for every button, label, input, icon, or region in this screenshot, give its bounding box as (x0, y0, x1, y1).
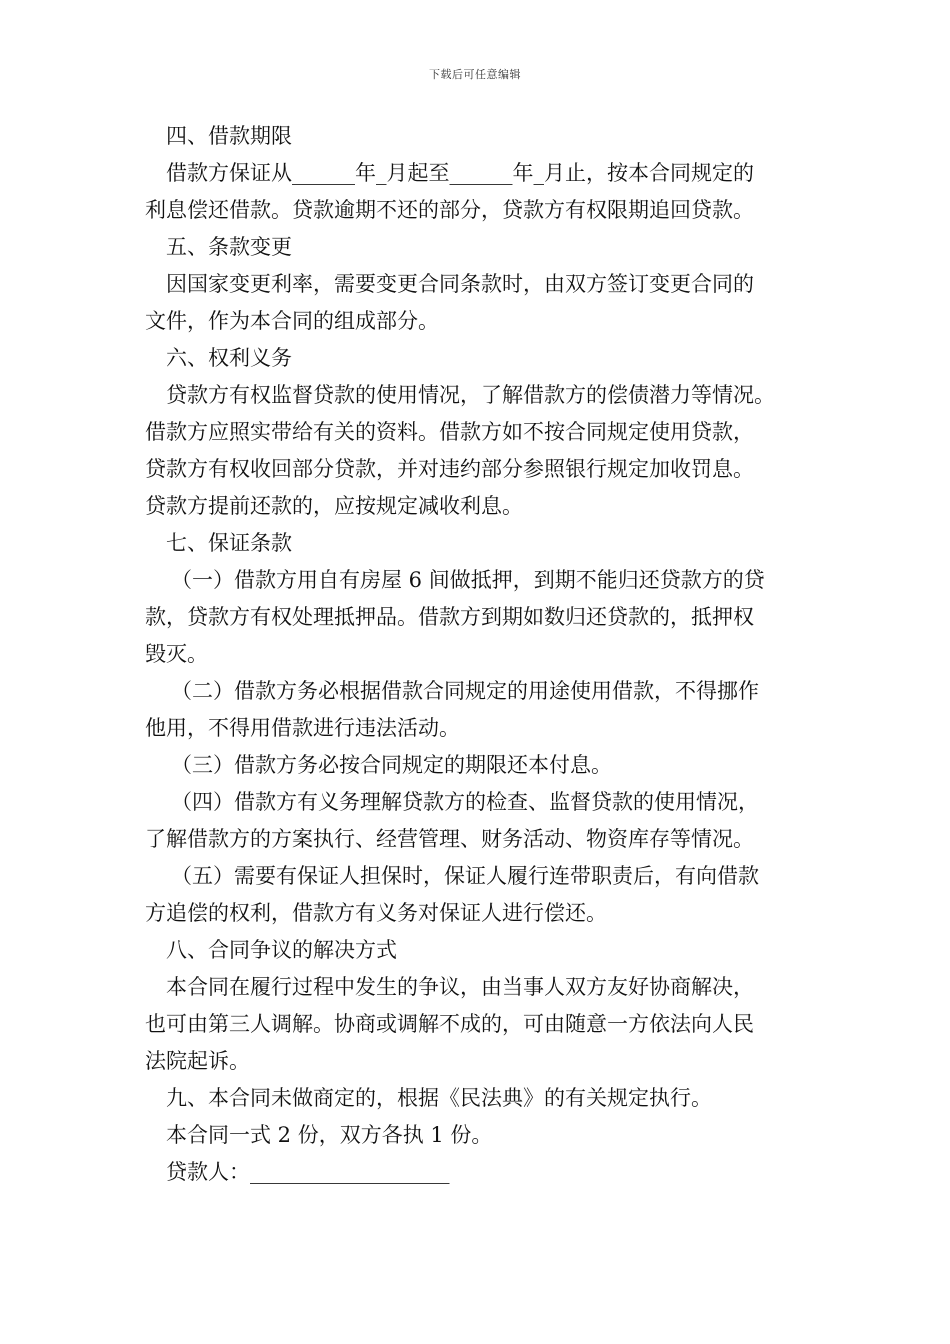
clause-line: （二）借款方务必根据借款合同规定的用途使用借款，不得挪作 (171, 679, 759, 703)
document-body (145, 118, 825, 1191)
clause-line: （四）借款方有义务理解贷款方的检查、监督贷款的使用情况， (171, 790, 759, 814)
clause-line: 方追偿的权利，借款方有义务对保证人进行偿还。 (145, 901, 607, 925)
paragraph-line: 文件，作为本合同的组成部分。 (145, 309, 439, 333)
section-heading: 八、合同争议的解决方式 (166, 938, 397, 962)
section-heading: 四、借款期限 (166, 124, 292, 148)
clause-line: 款，贷款方有权处理抵押品。借款方到期如数归还贷款的，抵押权 (145, 605, 754, 629)
paragraph-line: 因国家变更利率，需要变更合同条款时，由双方签订变更合同的 (166, 272, 754, 296)
section-heading: 五、条款变更 (166, 235, 292, 259)
paragraph-line: 借款方保证从______年_月起至______年_月止，按本合同规定的 (166, 161, 754, 185)
paragraph-line: 本合同一式 2 份，双方各执 1 份。 (166, 1123, 493, 1147)
clause-line: （一）借款方用自有房屋 6 间做抵押，到期不能归还贷款方的贷 (171, 568, 765, 592)
paragraph-line: 贷款方有权监督贷款的使用情况，了解借款方的偿债潜力等情况。 (166, 383, 775, 407)
paragraph-line: 贷款方提前还款的，应按规定减收利息。 (145, 494, 523, 518)
section-heading: 九、本合同未做商定的，根据《民法典》的有关规定执行。 (166, 1086, 712, 1110)
paragraph-line: 也可由第三人调解。协商或调解不成的，可由随意一方依法向人民 (145, 1012, 754, 1036)
paragraph-line: 法院起诉。 (145, 1049, 250, 1073)
signature-line: 贷款人：___________________ (166, 1160, 450, 1184)
clause-line: 毁灭。 (145, 642, 208, 666)
paragraph-line: 借款方应照实带给有关的资料。借款方如不按合同规定使用贷款， (145, 420, 754, 444)
paragraph-line: 贷款方有权收回部分贷款，并对违约部分参照银行规定加收罚息。 (145, 457, 754, 481)
clause-line: （五）需要有保证人担保时，保证人履行连带职责后，有向借款 (171, 864, 759, 888)
clause-line: 他用，不得用借款进行违法活动。 (145, 716, 460, 740)
section-heading: 七、保证条款 (166, 531, 292, 555)
section-heading: 六、权利义务 (166, 346, 292, 370)
paragraph-line: 本合同在履行过程中发生的争议，由当事人双方友好协商解决， (166, 975, 754, 999)
header-note: 下载后可任意编辑 (429, 68, 521, 81)
clause-line: 了解借款方的方案执行、经营管理、财务活动、物资库存等情况。 (145, 827, 754, 851)
clause-line: （三）借款方务必按合同规定的期限还本付息。 (171, 753, 612, 777)
paragraph-line: 利息偿还借款。贷款逾期不还的部分，贷款方有权限期追回贷款。 (145, 198, 754, 222)
